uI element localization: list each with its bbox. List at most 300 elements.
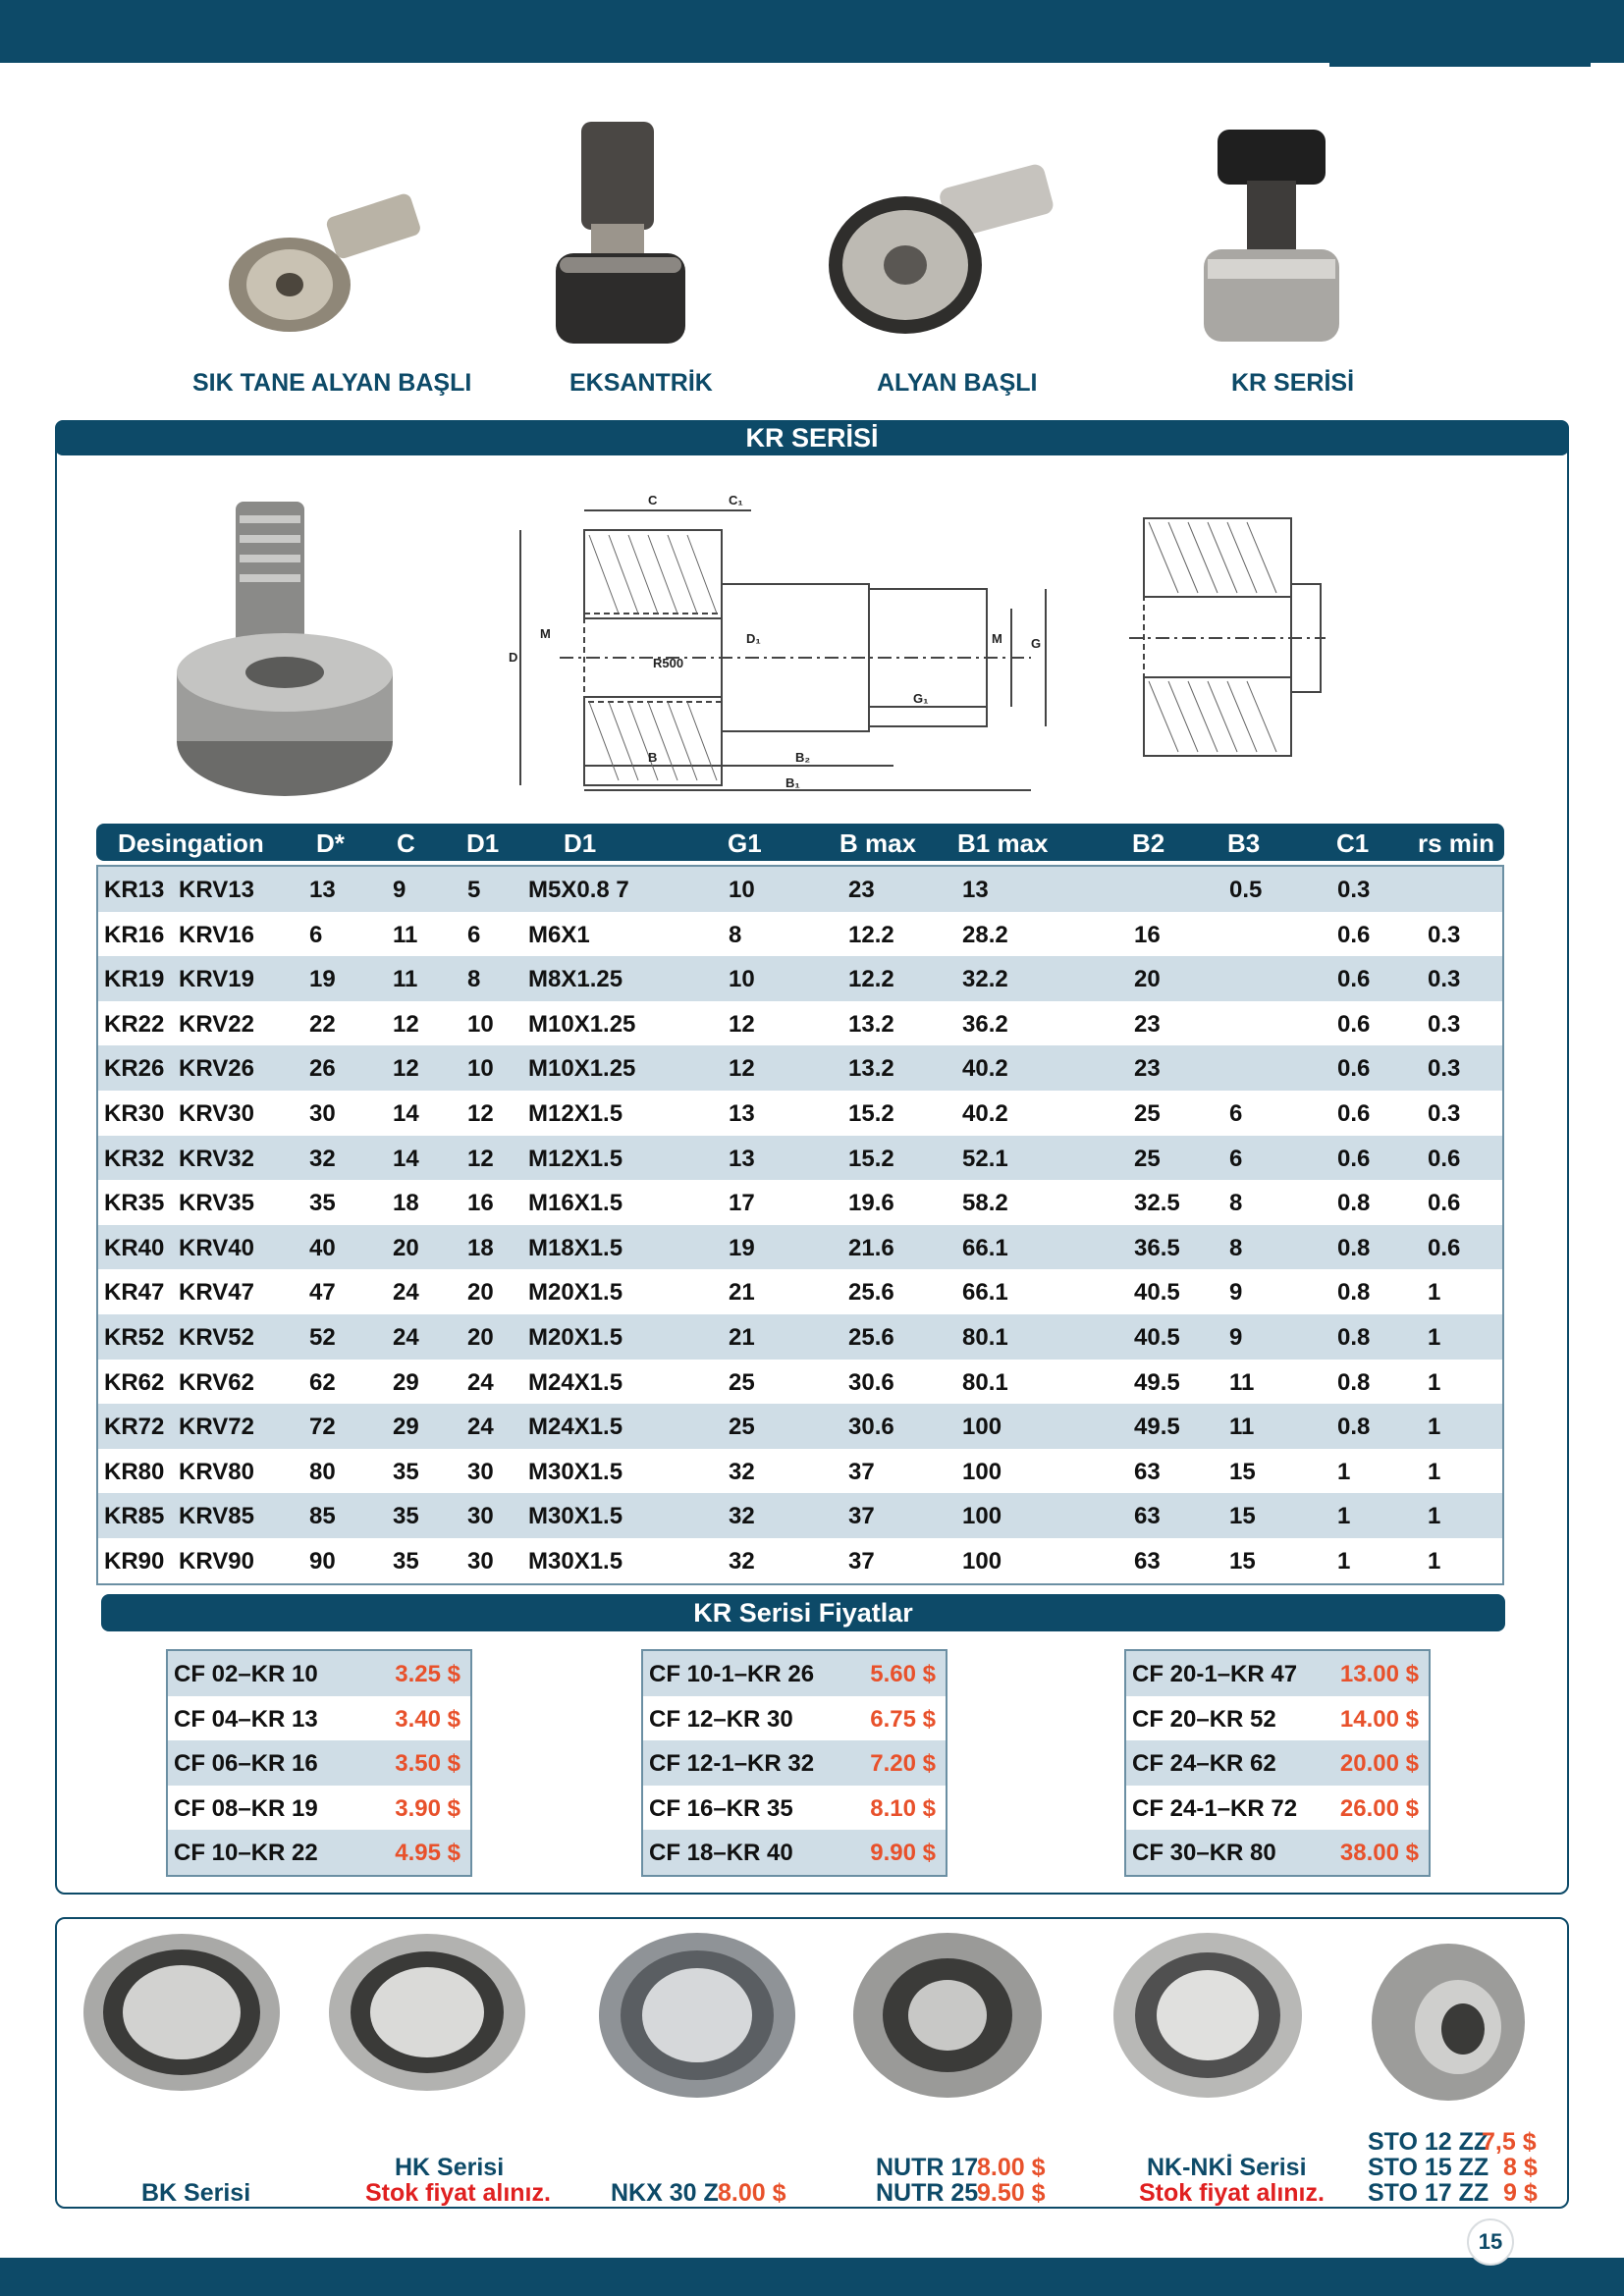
table-cell: 1	[1428, 1279, 1441, 1307]
table-cell: 63	[1134, 1503, 1161, 1530]
table-cell: M18X1.5	[528, 1234, 623, 1261]
nk-series-label: NK-NKİ Serisi	[1147, 2154, 1307, 2181]
product-label-kr-serisi: KR SERİSİ	[1231, 369, 1355, 397]
price-item-name: CF 02–KR 10	[174, 1661, 318, 1687]
table-cell: 20	[393, 1234, 419, 1261]
table-cell: 32.5	[1134, 1190, 1180, 1217]
dim-label-b: B	[648, 750, 658, 765]
table-row	[98, 1314, 1502, 1360]
table-cell: 25.6	[848, 1323, 894, 1351]
nkx-label: NKX 30 Z	[611, 2179, 719, 2207]
product-label-eksantrik: EKSANTRİK	[569, 369, 713, 397]
col-c1: C1	[1336, 828, 1370, 858]
sto12-label: STO 12 ZZ	[1368, 2128, 1489, 2156]
price-row	[643, 1696, 946, 1741]
table-cell: KR13	[104, 877, 165, 903]
table-cell: 5	[467, 877, 481, 903]
table-cell: 1	[1428, 1414, 1441, 1441]
table-cell: 63	[1134, 1458, 1161, 1485]
col-d1-thread: D1	[564, 828, 597, 858]
price-group-3	[1124, 1649, 1431, 1877]
table-cell: 9	[1229, 1279, 1243, 1307]
table-cell: 6	[309, 921, 323, 948]
table-cell: 19	[729, 1234, 755, 1261]
dim-label-c: C	[648, 493, 658, 507]
table-cell: KRV62	[179, 1368, 254, 1396]
table-cell: M20X1.5	[528, 1279, 623, 1307]
table-cell: 25	[729, 1368, 755, 1396]
header-accent-line	[1329, 63, 1591, 67]
table-cell: 32	[729, 1503, 755, 1530]
col-b-max: B max	[839, 828, 917, 858]
table-cell: 32	[729, 1458, 755, 1485]
col-d-star: D*	[316, 828, 345, 858]
table-cell: M24X1.5	[528, 1368, 623, 1396]
price-item-name: CF 10–KR 22	[174, 1840, 318, 1867]
table-cell: 40.5	[1134, 1279, 1180, 1307]
dim-label-g: G	[1031, 636, 1042, 651]
price-item-name: CF 20-1–KR 47	[1132, 1661, 1298, 1687]
table-cell: 0.3	[1428, 1055, 1461, 1083]
table-cell: 0.8	[1337, 1279, 1371, 1307]
table-cell: KRV30	[179, 1099, 254, 1127]
nutr17-price: 8.00 $	[977, 2154, 1046, 2181]
price-item-value: 3.50 $	[395, 1750, 460, 1778]
table-cell: KRV47	[179, 1279, 254, 1307]
top-header-bar	[0, 0, 1624, 63]
table-cell: 15.2	[848, 1145, 894, 1172]
col-d1: D1	[466, 828, 500, 858]
table-cell: KRV35	[179, 1190, 254, 1217]
table-cell: 0.6	[1337, 1055, 1371, 1083]
table-cell: 16	[1134, 921, 1161, 948]
price-row	[643, 1740, 946, 1786]
col-b2: B2	[1132, 828, 1165, 858]
col-b1-max: B1 max	[957, 828, 1049, 858]
table-cell: 18	[467, 1234, 494, 1261]
table-cell: KRV13	[179, 877, 254, 903]
table-cell: 10	[467, 1055, 494, 1083]
price-row	[1126, 1696, 1429, 1741]
table-cell: 14	[393, 1099, 419, 1127]
table-cell: M20X1.5	[528, 1323, 623, 1351]
nk-bearing-photo	[1110, 1929, 1306, 2101]
table-cell: 23	[848, 877, 875, 903]
table-cell: KR40	[104, 1234, 165, 1261]
nutr-bearing-photo	[849, 1929, 1046, 2101]
price-row	[1126, 1786, 1429, 1831]
table-cell: 25	[1134, 1099, 1161, 1127]
table-cell: M10X1.25	[528, 1010, 636, 1038]
sto17-price: 9 $	[1503, 2179, 1538, 2207]
table-cell: 100	[962, 1547, 1002, 1575]
price-item-name: CF 08–KR 19	[174, 1794, 318, 1822]
table-cell: 0.8	[1337, 1414, 1371, 1441]
price-row	[168, 1786, 470, 1831]
table-row	[98, 1180, 1502, 1225]
table-cell: 15.2	[848, 1099, 894, 1127]
product-photo-sik-tane	[221, 187, 437, 344]
price-item-name: CF 12–KR 30	[649, 1705, 793, 1733]
table-cell: 19.6	[848, 1190, 894, 1217]
table-cell: 18	[393, 1190, 419, 1217]
table-cell: KR52	[104, 1323, 165, 1351]
hk-bearing-photo	[324, 1929, 530, 2096]
table-row	[98, 1538, 1502, 1583]
nkx-price: 8.00 $	[718, 2179, 786, 2207]
table-cell: 32.2	[962, 966, 1008, 993]
table-cell: 23	[1134, 1055, 1161, 1083]
table-cell: 85	[309, 1503, 336, 1530]
table-cell: 30.6	[848, 1414, 894, 1441]
table-cell: KRV90	[179, 1547, 254, 1575]
sto17-label: STO 17 ZZ	[1368, 2179, 1489, 2207]
table-row	[98, 1045, 1502, 1091]
table-cell: KRV22	[179, 1010, 254, 1038]
table-row	[98, 1091, 1502, 1136]
table-cell: KRV72	[179, 1414, 254, 1441]
table-cell: M8X1.25	[528, 966, 623, 993]
price-item-name: CF 30–KR 80	[1132, 1840, 1276, 1867]
table-row	[98, 956, 1502, 1001]
table-row	[98, 1269, 1502, 1314]
kr-technical-drawing	[501, 481, 1060, 805]
table-cell: 0.6	[1428, 1190, 1461, 1217]
table-cell: 24	[393, 1323, 419, 1351]
table-cell: 24	[467, 1414, 494, 1441]
table-cell: 1	[1337, 1458, 1351, 1485]
product-label-sik-tane: SIK TANE ALYAN BAŞLI	[192, 369, 472, 397]
table-cell: 12.2	[848, 921, 894, 948]
table-cell: 30	[467, 1547, 494, 1575]
table-row	[98, 1404, 1502, 1449]
table-cell: M16X1.5	[528, 1190, 623, 1217]
table-cell: KRV26	[179, 1055, 254, 1083]
table-cell: 21	[729, 1279, 755, 1307]
table-cell: KRV32	[179, 1145, 254, 1172]
table-cell: KRV40	[179, 1234, 254, 1261]
table-cell: 35	[309, 1190, 336, 1217]
table-cell: KR19	[104, 966, 165, 993]
table-cell: 1	[1428, 1547, 1441, 1575]
table-cell: 37	[848, 1458, 875, 1485]
price-row	[1126, 1830, 1429, 1875]
table-cell: 49.5	[1134, 1368, 1180, 1396]
table-cell: 9	[393, 877, 406, 903]
table-cell: 80	[309, 1458, 336, 1485]
price-item-value: 9.90 $	[870, 1840, 936, 1867]
price-row	[168, 1740, 470, 1786]
table-cell: KR35	[104, 1190, 165, 1217]
table-row	[98, 912, 1502, 957]
table-cell: 58.2	[962, 1190, 1008, 1217]
table-cell: 30	[467, 1458, 494, 1485]
table-row	[98, 867, 1502, 912]
table-cell: 8	[1229, 1190, 1243, 1217]
table-cell: 0.3	[1428, 966, 1461, 993]
table-cell: 12	[393, 1010, 419, 1038]
table-cell: 1	[1337, 1503, 1351, 1530]
table-cell: 6	[1229, 1099, 1243, 1127]
table-cell: 72	[309, 1414, 336, 1441]
table-cell: 29	[393, 1368, 419, 1396]
table-cell: 9	[1229, 1323, 1243, 1351]
table-cell: M30X1.5	[528, 1458, 623, 1485]
table-cell: 24	[467, 1368, 494, 1396]
table-cell: 0.6	[1337, 1099, 1371, 1127]
table-cell: 12	[729, 1010, 755, 1038]
table-cell: 10	[729, 877, 755, 903]
sto15-label: STO 15 ZZ	[1368, 2154, 1489, 2181]
table-cell: 30.6	[848, 1368, 894, 1396]
price-item-value: 13.00 $	[1339, 1661, 1419, 1687]
table-cell: 0.3	[1337, 877, 1371, 903]
dim-label-m2: M	[992, 631, 1002, 646]
table-cell: M6X1	[528, 921, 590, 948]
table-cell: KR80	[104, 1458, 165, 1485]
table-cell: 0.3	[1428, 921, 1461, 948]
price-group-1	[166, 1649, 472, 1877]
dim-label-b2: B₂	[795, 750, 811, 765]
table-cell: KR22	[104, 1010, 165, 1038]
table-cell: KRV19	[179, 966, 254, 993]
table-cell: 10	[729, 966, 755, 993]
price-group-2	[641, 1649, 947, 1877]
table-cell: KR30	[104, 1099, 165, 1127]
table-cell: 15	[1229, 1458, 1256, 1485]
page-number: 15	[1467, 2218, 1514, 2266]
price-item-name: CF 24–KR 62	[1132, 1750, 1276, 1778]
bk-bearing-photo	[79, 1929, 285, 2096]
table-cell: 35	[393, 1503, 419, 1530]
price-row	[168, 1651, 470, 1696]
table-cell: 28.2	[962, 921, 1008, 948]
hk-series-label: HK Serisi	[395, 2154, 505, 2181]
table-cell: 29	[393, 1414, 419, 1441]
table-cell: 90	[309, 1547, 336, 1575]
nutr17-label: NUTR 17	[876, 2154, 979, 2181]
table-cell: 20	[1134, 966, 1161, 993]
table-cell: 25	[1134, 1145, 1161, 1172]
table-cell: 80.1	[962, 1368, 1008, 1396]
table-cell: 11	[1229, 1414, 1255, 1441]
sto15-price: 8 $	[1503, 2154, 1538, 2181]
table-cell: 52.1	[962, 1145, 1008, 1172]
table-cell: 12	[467, 1145, 494, 1172]
table-cell: 13	[729, 1145, 755, 1172]
table-cell: 8	[467, 966, 481, 993]
table-cell: 0.6	[1428, 1234, 1461, 1261]
price-item-value: 26.00 $	[1339, 1794, 1419, 1822]
product-photo-kr-serisi	[1198, 122, 1345, 347]
table-cell: 25	[729, 1414, 755, 1441]
sto12-price: 7,5 $	[1482, 2128, 1537, 2156]
nutr25-label: NUTR 25	[876, 2179, 979, 2207]
dim-label-d1: D₁	[746, 631, 761, 646]
price-item-name: CF 04–KR 13	[174, 1705, 318, 1733]
table-cell: 6	[467, 921, 481, 948]
table-cell: KRV52	[179, 1323, 254, 1351]
price-item-value: 38.00 $	[1339, 1840, 1419, 1867]
table-cell: 14	[393, 1145, 419, 1172]
table-cell: 1	[1428, 1503, 1441, 1530]
nutr25-price: 9.50 $	[977, 2179, 1046, 2207]
table-cell: 1	[1428, 1458, 1441, 1485]
price-item-value: 3.25 $	[395, 1661, 460, 1687]
table-cell: KR47	[104, 1279, 165, 1307]
table-cell: 26	[309, 1055, 336, 1083]
table-cell: 66.1	[962, 1234, 1008, 1261]
table-cell: 100	[962, 1414, 1002, 1441]
table-cell: 0.6	[1337, 921, 1371, 948]
table-cell: 11	[393, 921, 418, 948]
table-cell: 15	[1229, 1547, 1256, 1575]
table-cell: 22	[309, 1010, 336, 1038]
nk-stock-note: Stok fiyat alınız.	[1139, 2179, 1325, 2207]
table-cell: 21.6	[848, 1234, 894, 1261]
price-item-value: 5.60 $	[870, 1661, 936, 1687]
table-cell: 0.6	[1337, 966, 1371, 993]
table-cell: 30	[309, 1099, 336, 1127]
table-cell: 13	[962, 877, 989, 903]
table-cell: 20	[467, 1323, 494, 1351]
bottom-footer-bar	[0, 2258, 1624, 2296]
table-cell: KR26	[104, 1055, 165, 1083]
table-cell: 32	[729, 1547, 755, 1575]
table-cell: 24	[393, 1279, 419, 1307]
table-cell: 20	[467, 1279, 494, 1307]
table-cell: 40	[309, 1234, 336, 1261]
dim-label-b1: B₁	[785, 775, 800, 790]
price-item-value: 6.75 $	[870, 1705, 936, 1733]
spec-table-header	[96, 824, 1504, 861]
table-cell: 13	[309, 877, 336, 903]
col-g1: G1	[728, 828, 762, 858]
dim-label-g1: G₁	[913, 691, 929, 706]
table-cell: 10	[467, 1010, 494, 1038]
table-cell: 0.8	[1337, 1190, 1371, 1217]
table-cell: KRV16	[179, 921, 254, 948]
table-row	[98, 1449, 1502, 1494]
table-cell: 35	[393, 1458, 419, 1485]
product-photo-alyan-basli	[825, 157, 1060, 344]
table-cell: 15	[1229, 1503, 1256, 1530]
price-row	[1126, 1651, 1429, 1696]
table-cell: 47	[309, 1279, 336, 1307]
price-item-name: CF 18–KR 40	[649, 1840, 793, 1867]
table-cell: 0.8	[1337, 1323, 1371, 1351]
kr-roller-photo	[167, 496, 403, 800]
price-item-value: 8.10 $	[870, 1794, 936, 1822]
table-cell: 23	[1134, 1010, 1161, 1038]
table-row	[98, 1360, 1502, 1405]
price-row	[1126, 1740, 1429, 1786]
table-cell: 25.6	[848, 1279, 894, 1307]
table-cell: M30X1.5	[528, 1547, 623, 1575]
table-row	[98, 1493, 1502, 1538]
table-cell: 0.3	[1428, 1010, 1461, 1038]
table-cell: 40.5	[1134, 1323, 1180, 1351]
table-cell: 40.2	[962, 1055, 1008, 1083]
col-b3: B3	[1227, 828, 1261, 858]
prices-section-title: KR Serisi Fiyatlar	[101, 1594, 1505, 1631]
table-cell: KR16	[104, 921, 165, 948]
price-row	[643, 1786, 946, 1831]
price-item-value: 20.00 $	[1339, 1750, 1419, 1778]
price-item-name: CF 16–KR 35	[649, 1794, 793, 1822]
price-item-name: CF 10-1–KR 26	[649, 1661, 815, 1687]
dim-label-c1: C₁	[729, 493, 743, 507]
table-cell: 0.3	[1428, 1099, 1461, 1127]
price-item-value: 3.40 $	[395, 1705, 460, 1733]
table-cell: 1	[1428, 1323, 1441, 1351]
table-cell: M30X1.5	[528, 1503, 623, 1530]
price-row	[168, 1830, 470, 1875]
product-label-alyan-basli: ALYAN BAŞLI	[877, 369, 1038, 397]
table-cell: 32	[309, 1145, 336, 1172]
table-cell: 0.6	[1428, 1145, 1461, 1172]
table-cell: 13.2	[848, 1010, 894, 1038]
table-cell: 0.8	[1337, 1368, 1371, 1396]
table-cell: 0.6	[1337, 1145, 1371, 1172]
table-cell: KR85	[104, 1503, 165, 1530]
sto-bearing-photo	[1365, 1939, 1532, 2106]
table-cell: KR62	[104, 1368, 165, 1396]
table-cell: 52	[309, 1323, 336, 1351]
table-cell: 30	[467, 1503, 494, 1530]
table-cell: 0.5	[1229, 877, 1263, 903]
col-rs-min: rs min	[1418, 828, 1495, 858]
table-cell: M10X1.25	[528, 1055, 636, 1083]
table-cell: 12	[467, 1099, 494, 1127]
price-row	[168, 1696, 470, 1741]
kr-spec-table	[96, 824, 1504, 1585]
table-cell: 0.6	[1337, 1010, 1371, 1038]
price-item-value: 3.90 $	[395, 1794, 460, 1822]
spec-table-body	[96, 865, 1504, 1585]
table-cell: M24X1.5	[528, 1414, 623, 1441]
table-cell: 62	[309, 1368, 336, 1396]
table-row	[98, 1136, 1502, 1181]
kr-section-drawing	[1129, 510, 1326, 766]
price-item-name: CF 24-1–KR 72	[1132, 1794, 1298, 1822]
table-cell: 1	[1428, 1368, 1441, 1396]
kr-section-title: KR SERİSİ	[55, 420, 1569, 455]
table-cell: 66.1	[962, 1279, 1008, 1307]
table-cell: 11	[1229, 1368, 1255, 1396]
dim-label-m: M	[540, 626, 551, 641]
table-cell: 35	[393, 1547, 419, 1575]
nkx-bearing-photo	[594, 1929, 800, 2101]
table-cell: KR72	[104, 1414, 165, 1441]
table-cell: M12X1.5	[528, 1145, 623, 1172]
table-cell: 37	[848, 1503, 875, 1530]
table-cell: 100	[962, 1458, 1002, 1485]
table-cell: 49.5	[1134, 1414, 1180, 1441]
table-cell: 6	[1229, 1145, 1243, 1172]
table-cell: 36.2	[962, 1010, 1008, 1038]
table-cell: 21	[729, 1323, 755, 1351]
table-cell: 19	[309, 966, 336, 993]
table-cell: 37	[848, 1547, 875, 1575]
table-cell: 100	[962, 1503, 1002, 1530]
table-cell: M12X1.5	[528, 1099, 623, 1127]
price-item-name: CF 12-1–KR 32	[649, 1750, 815, 1778]
table-row	[98, 1225, 1502, 1270]
product-photo-eksantrik	[550, 116, 697, 351]
table-cell: 12	[393, 1055, 419, 1083]
bk-series-label: BK Serisi	[141, 2179, 251, 2207]
